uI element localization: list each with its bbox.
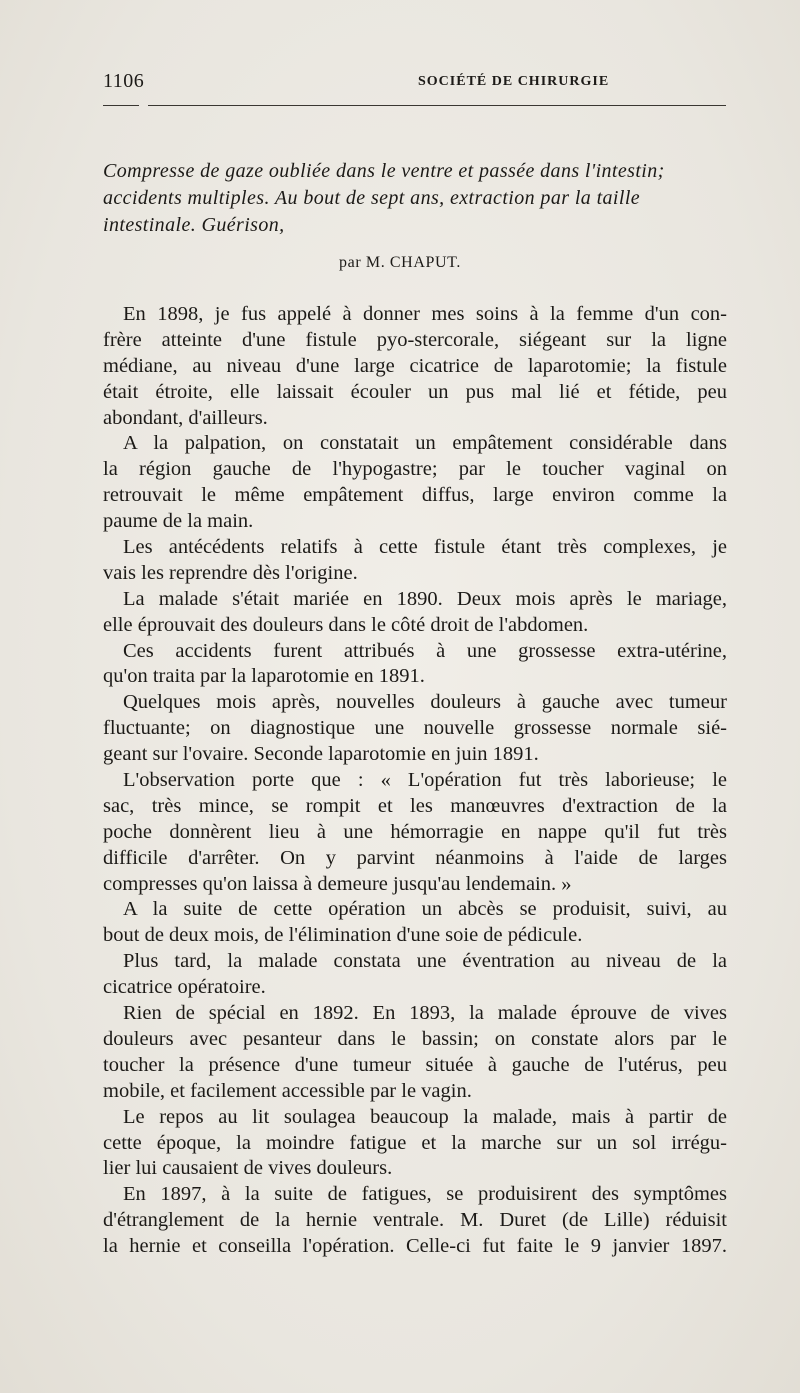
title-line: Compresse de gaze oubliée dans le ventre et passée dans l'intestin; — [103, 160, 665, 182]
body-line: lier lui causaient de vives douleurs. — [103, 1157, 393, 1180]
body-line: paume de la main. — [103, 510, 254, 533]
body-line: elle éprouvait des douleurs dans le côté droit de l'abdomen. — [103, 613, 589, 636]
body-line: toucher la présence d'une tumeur située à gauche de l'utérus, peu — [103, 1053, 727, 1076]
body-line: En 1898, je fus appelé à donner mes soins à la femme d'un con- — [123, 303, 727, 325]
body-line: Plus tard, la malade constata une éventration au niveau de la — [123, 950, 727, 973]
body-line: douleurs avec pesanteur dans le bassin; on constate alors par le — [103, 1027, 727, 1050]
title-line: accidents multiples. Au bout de sept ans, extraction par la taille — [103, 187, 641, 209]
body-line: retrouvait le même empâtement diffus, large environ comme la — [103, 484, 727, 507]
body-line: Le repos au lit soulagea beaucoup la malade, mais à partir de — [123, 1105, 727, 1128]
body-line: sac, très mince, se rompit et les manœuvres d'extraction de la — [103, 794, 727, 817]
body-line: Ces accidents furent attribués à une grossesse extra-utérine, — [123, 639, 727, 662]
body-line: fluctuante; on diagnostique une nouvelle grossesse normale sié- — [103, 717, 727, 740]
body-line: geant sur l'ovaire. Seconde laparotomie en juin 1891. — [103, 743, 539, 766]
body-line: compresses qu'on laissa à demeure jusqu'au lendemain. » — [103, 872, 572, 895]
body-line: la hernie et conseilla l'opération. Celle-ci fut faite le 9 janvier 1897. — [103, 1235, 727, 1258]
body-line: cicatrice opératoire. — [103, 976, 266, 999]
body-line: était étroite, elle laissait écouler un pus mal lié et fétide, peu — [103, 380, 727, 403]
body-line: La malade s'était mariée en 1890. Deux mois après le mariage, — [123, 587, 727, 610]
body-text — [103, 302, 727, 1260]
body-line: poche donnèrent lieu à une hémorragie en nappe qu'il fut très — [103, 820, 727, 843]
body-line: En 1897, à la suite de fatigues, se produisirent des symptômes — [123, 1183, 727, 1206]
page-header — [103, 70, 727, 100]
author-byline: par M. CHAPUT. — [339, 254, 461, 271]
page-number: 1106 — [103, 70, 145, 92]
body-line: qu'on traita par la laparotomie en 1891. — [103, 665, 425, 688]
body-line: Les antécédents relatifs à cette fistule étant très complexes, je — [123, 536, 727, 559]
body-line: vais les reprendre dès l'origine. — [103, 561, 358, 584]
body-line: bout de deux mois, de l'élimination d'une soie de pédicule. — [103, 924, 583, 947]
running-title: SOCIÉTÉ DE CHIRURGIE — [418, 74, 610, 89]
title-line: intestinale. Guérison, — [103, 214, 285, 236]
body-line: A la suite de cette opération un abcès se produisit, suivi, au — [123, 898, 727, 921]
article-title — [103, 158, 733, 239]
header-rule-right — [148, 105, 726, 106]
body-line: difficile d'arrêter. On y parvint néanmoins à l'aide de larges — [103, 846, 727, 869]
body-line: A la palpation, on constatait un empâtement considérable dans — [123, 432, 727, 455]
header-rule-left — [103, 105, 139, 106]
body-line: abondant, d'ailleurs. — [103, 406, 268, 429]
body-line: mobile, et facilement accessible par le vagin. — [103, 1079, 472, 1102]
body-line: frère atteinte d'une fistule pyo-stercorale, siégeant sur la ligne — [103, 328, 727, 351]
body-line: Rien de spécial en 1892. En 1893, la malade éprouve de vives — [123, 1002, 727, 1025]
body-line: L'observation porte que : « L'opération fut très laborieuse; le — [123, 769, 727, 792]
body-line: d'étranglement de la hernie ventrale. M. Duret (de Lille) réduisit — [103, 1209, 727, 1232]
body-line: médiane, au niveau d'une large cicatrice de laparotomie; la fistule — [103, 354, 727, 377]
body-line: Quelques mois après, nouvelles douleurs à gauche avec tumeur — [123, 691, 727, 714]
body-line: cette époque, la moindre fatigue et la marche sur un sol irrégu- — [103, 1131, 727, 1154]
body-line: la région gauche de l'hypogastre; par le toucher vaginal on — [103, 458, 727, 481]
